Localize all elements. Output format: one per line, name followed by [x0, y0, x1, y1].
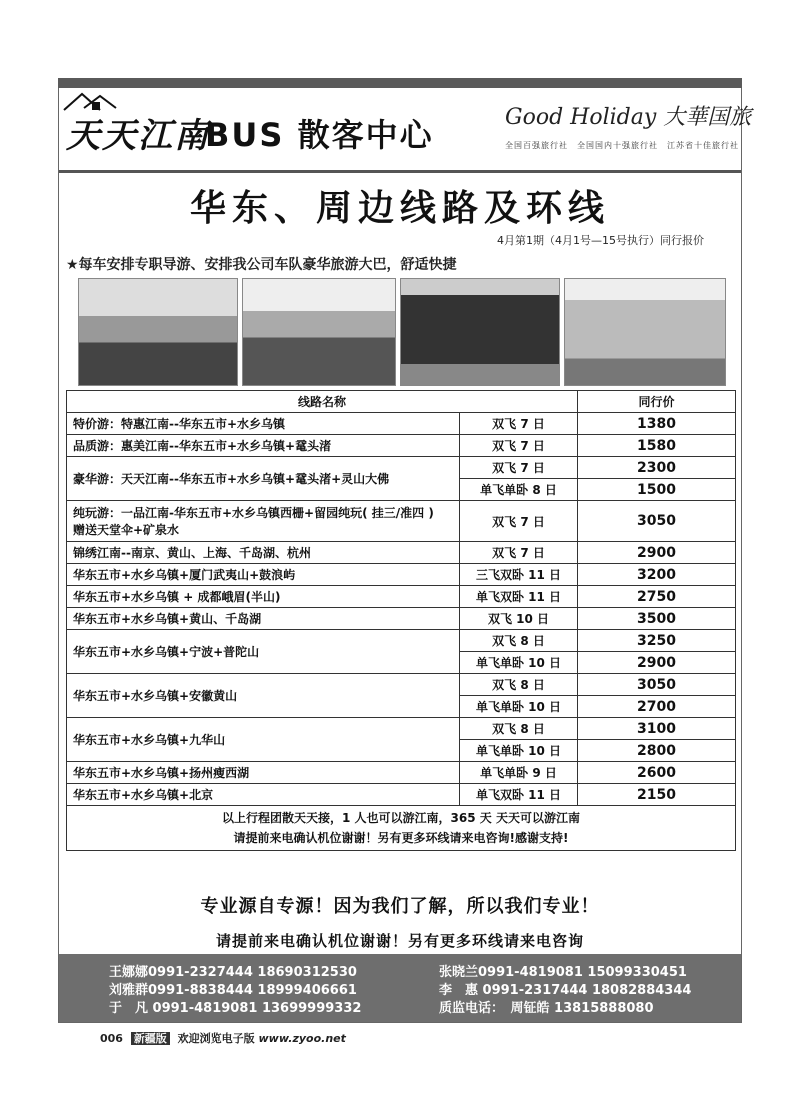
route-name: [67, 630, 460, 674]
table-row: [67, 608, 736, 630]
table-note-line-1: 以上行程团散天天接，1 人也可以游江南，365 天 天天可以游江南: [222, 811, 580, 825]
duration: 双飞 7 日: [460, 413, 578, 435]
route-name-line: 赠送天堂伞+矿泉水: [73, 523, 180, 537]
slogan: ★每车安排专职导游、安排我公司车队豪华旅游大巴，舒适快捷: [66, 257, 457, 273]
period-note: 4月第1期（4月1号—15号执行）同行报价: [497, 234, 704, 247]
table-note-line-2: 请提前来电确认机位谢谢！另有更多环线请来电咨询!感谢支持!: [233, 831, 569, 845]
duration: 单飞单卧 8 日: [460, 479, 578, 501]
price: 3050: [578, 674, 736, 696]
partner-subtitle: 全国百强旅行社 全国国内十强旅行社 江苏省十佳旅行社: [505, 141, 739, 150]
price-table: [66, 390, 736, 851]
price-header: 同行价: [578, 391, 736, 413]
price: 2300: [578, 457, 736, 479]
price: 1500: [578, 479, 736, 501]
table-row: [67, 413, 736, 435]
duration: 单飞双卧 11 日: [460, 784, 578, 806]
price: 3500: [578, 608, 736, 630]
price: 1580: [578, 435, 736, 457]
contact-column-left: [109, 964, 361, 1018]
contact-line: 质监电话： 周钲皓 13815888080: [439, 1001, 654, 1016]
route-name-line: 华东五市+水乡乌镇+黄山、千岛湖: [73, 612, 262, 626]
contact-line: 刘雅群0991-8838444 18999406661: [109, 983, 357, 998]
price: 2600: [578, 762, 736, 784]
duration: 双飞 7 日: [460, 501, 578, 542]
price: 3250: [578, 630, 736, 652]
price: 2700: [578, 696, 736, 718]
route-name-line: 纯玩游：一品江南-华东五市+水乡乌镇西栅+留园纯玩( 挂三/准四 ): [73, 506, 434, 520]
price: 3100: [578, 718, 736, 740]
route-name-line: 品质游：惠美江南--华东五市+水乡乌镇+鼋头渚: [73, 439, 332, 453]
brand-logo-text: 天天江南: [66, 116, 210, 156]
partner-logo: Good Holiday 大華国旅: [505, 105, 752, 130]
route-name: [67, 457, 460, 501]
duration: 单飞单卧 10 日: [460, 740, 578, 762]
contact-column-right: [439, 964, 691, 1018]
route-name: [67, 501, 460, 542]
coach-bus-photo-1: [400, 278, 560, 386]
route-name-line: 豪华游：天天江南--华东五市+水乡乌镇+鼋头渚+灵山大佛: [73, 472, 390, 486]
motto-secondary: 请提前来电确认机位谢谢！另有更多环线请来电咨询: [215, 932, 584, 950]
route-name-line: 华东五市+水乡乌镇+厦门武夷山+鼓浪屿: [73, 568, 296, 582]
price: 1380: [578, 413, 736, 435]
table-row: [67, 630, 736, 652]
contact-line: 李 惠 0991-2317444 18082884344: [439, 983, 692, 998]
route-name: [67, 586, 460, 608]
contact-line: 张晓兰0991-4819081 15099330451: [439, 965, 687, 980]
route-name-line: 华东五市+水乡乌镇+安徽黄山: [73, 689, 238, 703]
route-name: [67, 413, 460, 435]
table-row: [67, 457, 736, 479]
table-note: [67, 806, 736, 851]
route-name: [67, 674, 460, 718]
route-name: [67, 564, 460, 586]
price: 2900: [578, 542, 736, 564]
duration: 双飞 7 日: [460, 435, 578, 457]
table-row: [67, 718, 736, 740]
route-name: [67, 718, 460, 762]
price: 3050: [578, 501, 736, 542]
table-row: [67, 435, 736, 457]
page-number: 006: [100, 1032, 123, 1045]
price: 2800: [578, 740, 736, 762]
table-row: [67, 674, 736, 696]
motto: 专业源自专源！因为我们了解，所以我们专业！: [200, 896, 600, 917]
coach-bus-photo-2: [564, 278, 726, 386]
duration: 单飞单卧 9 日: [460, 762, 578, 784]
footer-url[interactable]: www.zyoo.net: [258, 1032, 346, 1045]
duration: 单飞单卧 10 日: [460, 696, 578, 718]
route-name-line: 华东五市+水乡乌镇+北京: [73, 788, 214, 802]
duration: 三飞双卧 11 日: [460, 564, 578, 586]
route-name-line: 华东五市+水乡乌镇+扬州瘦西湖: [73, 766, 250, 780]
top-bar: [58, 78, 742, 88]
route-name: [67, 542, 460, 564]
price: 2900: [578, 652, 736, 674]
contact-line: 于 凡 0991-4819081 13699999332: [109, 1001, 362, 1016]
price: 2150: [578, 784, 736, 806]
table-row: [67, 564, 736, 586]
group-photo-gate: [78, 278, 238, 386]
duration: 双飞 10 日: [460, 608, 578, 630]
table-row: [67, 784, 736, 806]
price: 2750: [578, 586, 736, 608]
duration: 单飞单卧 10 日: [460, 652, 578, 674]
route-name: [67, 435, 460, 457]
photo-strip: [78, 278, 724, 384]
table-row: [67, 762, 736, 784]
table-row: [67, 501, 736, 542]
contact-bar: [59, 954, 741, 1022]
duration: 双飞 7 日: [460, 457, 578, 479]
route-name: [67, 762, 460, 784]
route-name: [67, 608, 460, 630]
duration: 双飞 8 日: [460, 630, 578, 652]
footer: [100, 1030, 346, 1046]
route-header: 线路名称: [67, 391, 578, 413]
route-name-line: 华东五市+水乡乌镇 + 成都峨眉(半山): [73, 590, 281, 604]
route-name-line: 特价游：特惠江南--华东五市+水乡乌镇: [73, 417, 286, 431]
group-photo-building: [242, 278, 396, 386]
edition-badge: 新疆版: [131, 1032, 170, 1045]
duration: 双飞 8 日: [460, 674, 578, 696]
table-row: [67, 542, 736, 564]
footer-text: 欢迎浏览电子版: [177, 1032, 255, 1045]
duration: 单飞双卧 11 日: [460, 586, 578, 608]
page-title: 华东、周边线路及环线: [189, 187, 610, 229]
header-title: BUS 散客中心: [205, 116, 434, 154]
price: 3200: [578, 564, 736, 586]
route-name-line: 锦绣江南--南京、黄山、上海、千岛湖、杭州: [73, 546, 311, 560]
duration: 双飞 7 日: [460, 542, 578, 564]
route-name: [67, 784, 460, 806]
route-name-line: 华东五市+水乡乌镇+宁波+普陀山: [73, 645, 260, 659]
route-name-line: 华东五市+水乡乌镇+九华山: [73, 733, 226, 747]
table-row: [67, 586, 736, 608]
duration: 双飞 8 日: [460, 718, 578, 740]
contact-line: 王娜娜0991-2327444 18690312530: [109, 965, 357, 980]
